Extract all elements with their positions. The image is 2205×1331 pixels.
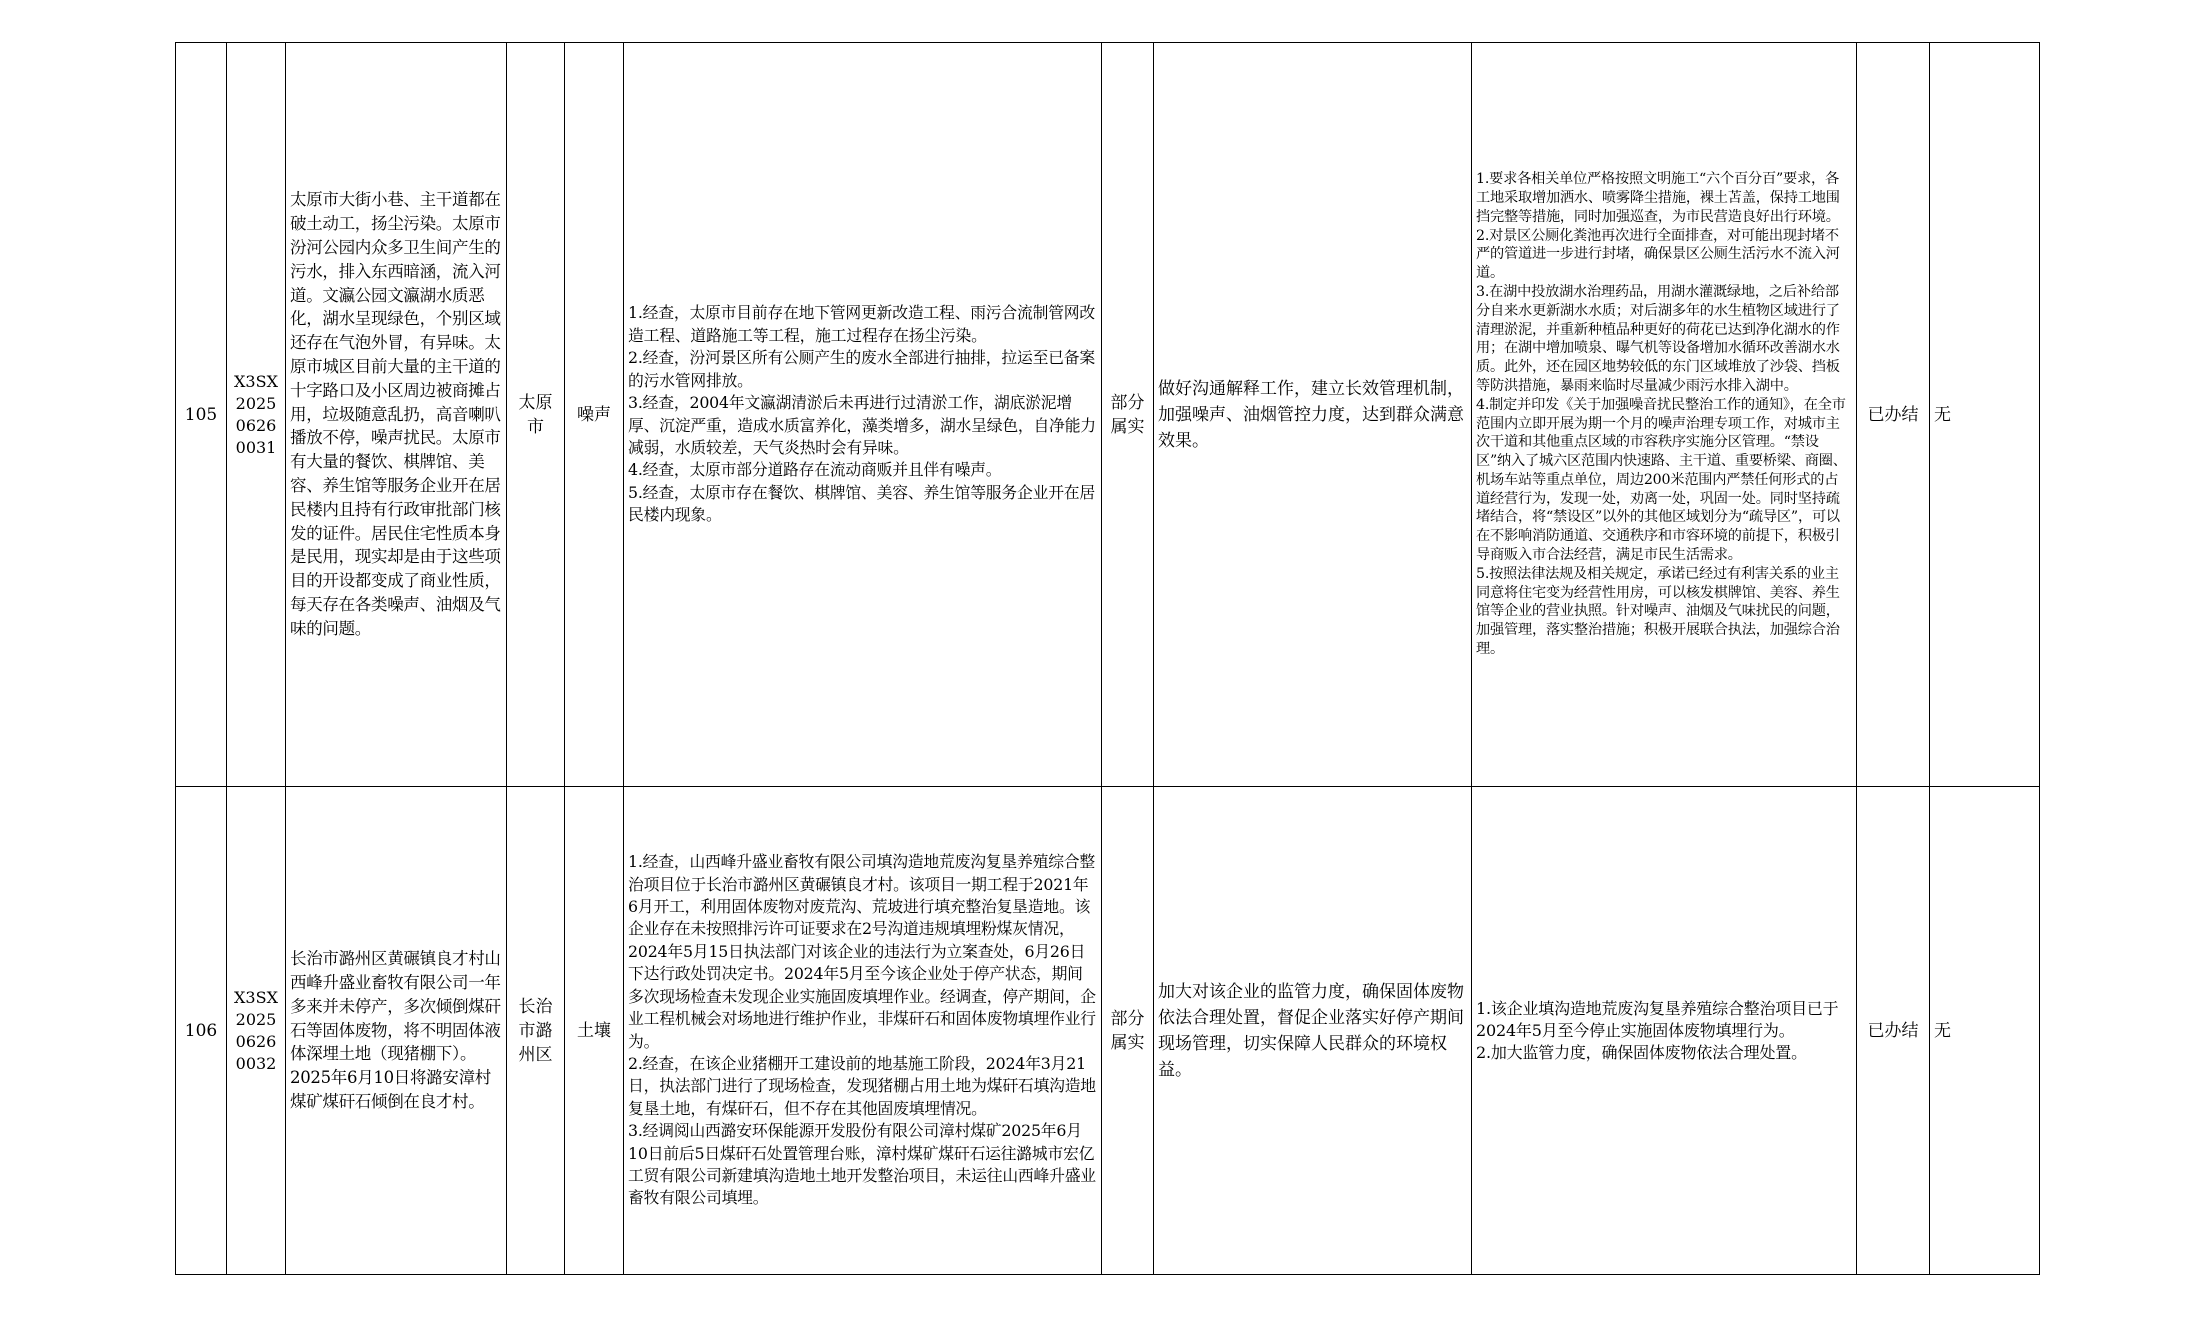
measure-item: 5.按照法律法规及相关规定，承诺已经过有利害关系的业主同意将住宅变为经营性用房，可以核发棋牌馆、美容、养生馆等企业的营业执照。针对噪声、油烟及气味扰民的问题，加强管理，落实整治措施；积极开展联合执法，加强综合治理。	[1476, 565, 1840, 658]
complaint-content: 太原市大街小巷、主干道都在破土动工，扬尘污染。太原市汾河公园内众多卫生间产生的污水，排入东西暗涵，流入河道。文瀛公园文瀛湖水质恶化，湖水呈现绿色，个别区域还存在气泡外冒，有异味。太原市城区目前大量的主干道的十字路口及小区周边被商摊占用，垃圾随意乱扔，高音喇叭播放不停，噪声扰民。太原市有大量的餐饮、棋牌馆、美容、养生馆等服务企业开在居民楼内且持有行政审批部门核发的证件。居民住宅性质本身是民用，现实却是由于这些项目的开设都变成了商业性质，每天存在各类噪声、油烟及气味的问题。	[286, 43, 507, 787]
case-id: X3SX202506260032	[227, 787, 286, 1275]
rectification-measures	[1472, 787, 1857, 1275]
row-number: 105	[176, 43, 227, 787]
row-number: 106	[176, 787, 227, 1275]
table-row	[176, 787, 2040, 1275]
region: 太原市	[507, 43, 565, 787]
finding-item: 1.经查，山西峰升盛业畜牧有限公司填沟造地荒废沟复垦养殖综合整治项目位于长治市潞州区黄碾镇良才村。该项目一期工程于2021年6月开工，利用固体废物对废荒沟、荒坡进行填充整治复垦造地。该企业存在未按照排污许可证要求在2号沟道违规填埋粉煤灰情况，2024年5月15日执法部门对该企业的违法行为立案查处，6月26日下达行政处罚决定书。2024年5月至今该企业处于停产状态，期间多次现场检查未发现企业实施固废填埋作业。经调查，停产期间，企业工程机械会对场地进行维护作业，非煤矸石和固体废物填埋作业行为。	[628, 852, 1096, 1051]
measure-item: 4.制定并印发《关于加强噪音扰民整治工作的通知》，在全市范围内立即开展为期一个月的噪声治理专项工作，对城市主次干道和其他重点区域的市容秩序实施分区管理。“禁设区”纳入了城六区范围内快速路、主干道、重要桥梁、商圈、机场车站等重点单位，周边200米范围内严禁任何形式的占道经营行为，发现一处，劝离一处，巩固一处。同时坚持疏堵结合，将“禁设区”以外的其他区域划分为“疏导区”，可以在不影响消防通道、交通秩序和市容环境的前提下，积极引导商贩入市合法经营，满足市民生活需求。	[1476, 396, 1847, 564]
handling-demand: 做好沟通解释工作，建立长效管理机制，加强噪声、油烟管控力度，达到群众满意效果。	[1154, 43, 1472, 787]
verdict: 部分属实	[1102, 787, 1154, 1275]
table-row	[176, 43, 2040, 787]
measure-item: 2.对景区公厕化粪池再次进行全面排查，对可能出现封堵不严的管道进一步进行封堵，确保景区公厕生活污水不流入河道。	[1476, 227, 1840, 282]
case-id: X3SX202506260031	[227, 43, 286, 787]
finding-item: 2.经查，在该企业猪棚开工建设前的地基施工阶段，2024年3月21日，执法部门进行了现场检查，发现猪棚占用土地为煤矸石填沟造地复垦土地，有煤矸石，但不存在其他固废填埋情况。	[628, 1053, 1096, 1118]
status: 已办结	[1857, 787, 1930, 1275]
finding-item: 5.经查，太原市存在餐饮、棋牌馆、美容、养生馆等服务企业开在居民楼内现象。	[628, 482, 1095, 525]
finding-item: 2.经查，汾河景区所有公厕产生的废水全部进行抽排，拉运至已备案的污水管网排放。	[628, 348, 1095, 390]
region: 长治市潞州区	[507, 787, 565, 1275]
status: 已办结	[1857, 43, 1930, 787]
complaint-content: 长治市潞州区黄碾镇良才村山西峰升盛业畜牧有限公司一年多来并未停产，多次倾倒煤矸石等固体废物，将不明固体液体深埋土地（现猪棚下）。2025年6月10日将潞安漳村煤矿煤矸石倾倒在良才村。	[286, 787, 507, 1275]
investigation-findings	[624, 787, 1102, 1275]
case-table	[175, 42, 2040, 1275]
measure-item: 1.该企业填沟造地荒废沟复垦养殖综合整治项目已于2024年5月至今停止实施固体废物填埋行为。	[1476, 998, 1839, 1040]
pollution-type: 噪声	[565, 43, 624, 787]
handling-demand: 加大对该企业的监管力度，确保固体废物依法合理处置，督促企业落实好停产期间现场管理，切实保障人民群众的环境权益。	[1154, 787, 1472, 1275]
finding-item: 3.经查，2004年文瀛湖清淤后未再进行过清淤工作，湖底淤泥增厚、沉淀严重，造成水质富养化，藻类增多，湖水呈绿色，自净能力减弱，水质较差，天气炎热时会有异味。	[628, 393, 1096, 457]
measure-item: 2.加大监管力度，确保固体废物依法合理处置。	[1476, 1042, 1807, 1062]
finding-item: 4.经查，太原市部分道路存在流动商贩并且伴有噪声。	[628, 460, 1002, 480]
accountability: 无	[1930, 787, 2040, 1275]
measure-item: 3.在湖中投放湖水治理药品，用湖水灌溉绿地，之后补给部分自来水更新湖水水质；对后湖多年的水生植物区域进行了清理淤泥，并重新种植品种更好的荷花已达到净化湖水的作用；在湖中增加喷泉、曝气机等设备增加水循环改善湖水水质。此外，还在园区地势较低的东门区域堆放了沙袋、挡板等防洪措施，暴雨来临时尽量减少雨污水排入湖中。	[1476, 283, 1840, 394]
verdict: 部分属实	[1102, 43, 1154, 787]
rectification-measures	[1472, 43, 1857, 787]
finding-item: 3.经调阅山西潞安环保能源开发股份有限公司漳村煤矿2025年6月10日前后5日煤矸石处置管理台账，漳村煤矿煤矸石运往潞城市宏亿工贸有限公司新建填沟造地土地开发整治项目，未运往山西峰升盛业畜牧有限公司填埋。	[628, 1121, 1096, 1208]
measure-item: 1.要求各相关单位严格按照文明施工“六个百分百”要求，各工地采取增加洒水、喷雾降尘措施，裸土苫盖，保持工地围挡完整等措施，同时加强巡查，为市民营造良好出行环境。	[1476, 171, 1840, 225]
investigation-findings	[624, 43, 1102, 787]
finding-item: 1.经查，太原市目前存在地下管网更新改造工程、雨污合流制管网改造工程、道路施工等工程，施工过程存在扬尘污染。	[628, 303, 1095, 345]
accountability: 无	[1930, 43, 2040, 787]
pollution-type: 土壤	[565, 787, 624, 1275]
